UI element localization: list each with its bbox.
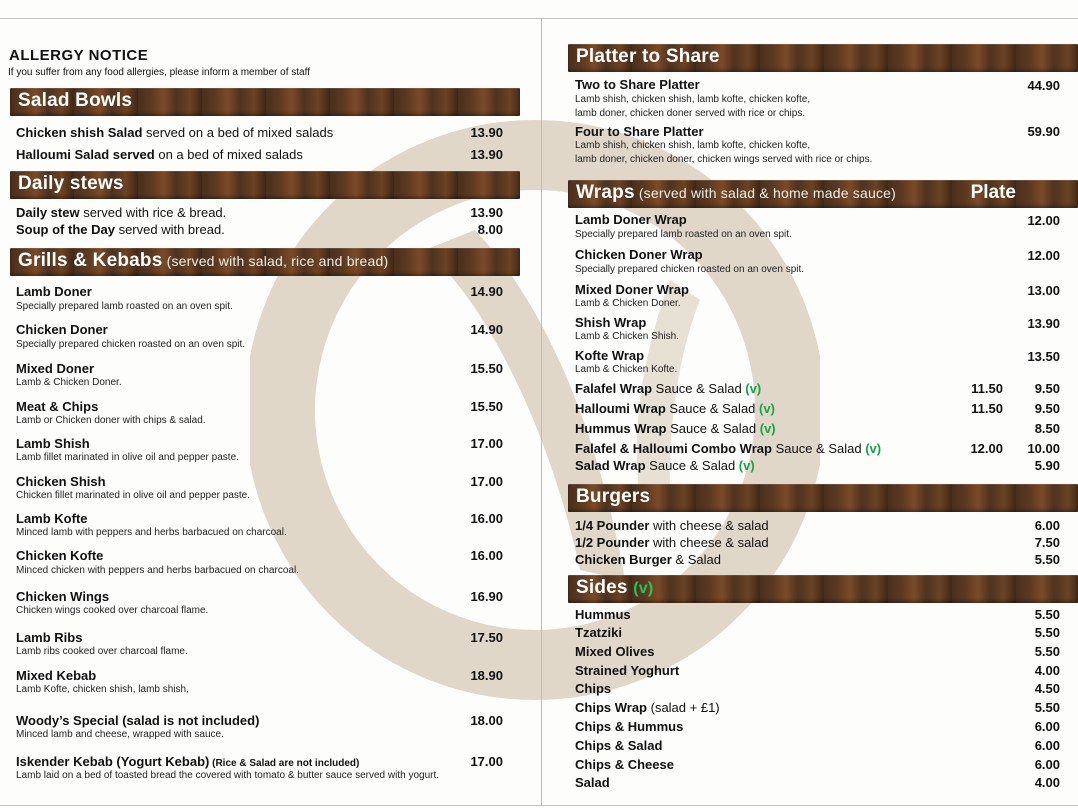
item-extra: & Salad bbox=[671, 552, 721, 567]
section-header-burgers bbox=[568, 484, 1078, 512]
item-desc: Lamb or Chicken doner with chips & salad. bbox=[16, 415, 206, 426]
section-header-platter bbox=[568, 44, 1078, 72]
menu-item bbox=[575, 381, 761, 396]
section-title: Burgers bbox=[576, 486, 651, 507]
item-price: 5.50 bbox=[1034, 700, 1060, 715]
section-header-daily-stews bbox=[10, 171, 520, 199]
item-price: 5.50 bbox=[1034, 625, 1060, 640]
item-price: 16.00 bbox=[470, 548, 503, 563]
item-extra: (salad + £1) bbox=[647, 700, 720, 715]
item-desc: Specially prepared chicken roasted on an oven spit. bbox=[575, 264, 805, 275]
item-name: Kofte Wrap bbox=[575, 348, 645, 363]
menu-item bbox=[575, 401, 775, 416]
item-name: 1/2 Pounder bbox=[575, 535, 650, 550]
item-name: Hummus bbox=[575, 607, 631, 622]
allergy-notice-title: ALLERGY NOTICE bbox=[9, 47, 149, 64]
item-price: 9.50 bbox=[1034, 401, 1060, 416]
item-name: Strained Yoghurt bbox=[575, 663, 680, 678]
item-name: Chicken Wings bbox=[16, 589, 110, 604]
item-name: Shish Wrap bbox=[575, 315, 647, 330]
item-name: Chicken Burger bbox=[575, 552, 672, 567]
item-desc: Lamb & Chicken Doner. bbox=[575, 298, 681, 309]
item-desc: Lamb shish, chicken shish, lamb kofte, chicken kofte, bbox=[575, 94, 811, 105]
item-name: Chips & Hummus bbox=[575, 719, 684, 734]
menu-item bbox=[16, 125, 333, 140]
vegetarian-badge: (v) bbox=[745, 381, 762, 396]
item-price: 14.90 bbox=[470, 322, 503, 337]
item-desc: Specially prepared lamb roasted on an oven spit. bbox=[16, 301, 233, 312]
item-desc: Lamb & Chicken Doner. bbox=[16, 377, 122, 388]
menu-item bbox=[575, 348, 644, 363]
item-desc: Specially prepared lamb roasted on an oven spit. bbox=[575, 229, 792, 240]
menu-item bbox=[575, 458, 755, 473]
item-extra: Sauce & Salad bbox=[665, 401, 760, 416]
item-name: Chicken Doner Wrap bbox=[575, 247, 703, 262]
menu-item bbox=[16, 589, 109, 604]
vegetarian-badge: (v) bbox=[865, 441, 882, 456]
item-name: Mixed Doner Wrap bbox=[575, 282, 689, 297]
item-desc: Chicken fillet marinated in olive oil and pepper paste. bbox=[16, 490, 251, 501]
item-desc: Lamb shish, chicken shish, lamb kofte, chicken kofte, bbox=[575, 140, 811, 151]
menu-item bbox=[16, 399, 98, 414]
menu-item bbox=[575, 124, 704, 139]
item-name: Iskender Kebab (Yogurt Kebab) bbox=[16, 754, 210, 769]
item-desc: Specially prepared chicken roasted on an oven spit. bbox=[16, 339, 246, 350]
item-price: 9.50 bbox=[1034, 381, 1060, 396]
item-desc: lamb doner, chicken doner, chicken wings served with rice or chips. bbox=[575, 154, 873, 165]
menu-item bbox=[575, 518, 769, 533]
item-name: Soup of the Day bbox=[16, 222, 115, 237]
item-name: Chicken shish Salad bbox=[16, 125, 143, 140]
menu-item bbox=[16, 713, 259, 728]
item-name: Lamb Shish bbox=[16, 436, 90, 451]
item-desc: Minced lamb and cheese, wrapped with sauce. bbox=[16, 729, 224, 740]
item-price: 4.00 bbox=[1034, 775, 1060, 790]
item-desc: Lamb laid on a bed of toasted bread the covered with tomato & butter sauce served with yogurt. bbox=[16, 770, 440, 781]
item-desc: Minced chicken with peppers and herbs barbacued on charcoal. bbox=[16, 565, 299, 576]
menu-item bbox=[575, 212, 687, 227]
item-price: 8.00 bbox=[477, 222, 503, 237]
item-desc: served with bread. bbox=[114, 222, 225, 237]
item-name: Two to Share Platter bbox=[575, 77, 700, 92]
item-price: 6.00 bbox=[1034, 738, 1060, 753]
side-item bbox=[575, 644, 654, 659]
side-item bbox=[575, 681, 611, 696]
vegetarian-badge: (v) bbox=[759, 401, 775, 416]
item-price: 13.00 bbox=[1027, 283, 1060, 298]
item-name: Chips & Salad bbox=[575, 738, 663, 753]
item-price: 5.50 bbox=[1034, 644, 1060, 659]
item-desc: Lamb ribs cooked over charcoal flame. bbox=[16, 646, 188, 657]
menu-item bbox=[16, 436, 90, 451]
menu-item bbox=[575, 315, 646, 330]
item-name: Woody’s Special (salad is not included) bbox=[16, 713, 260, 728]
item-price: 12.00 bbox=[1027, 248, 1060, 263]
item-name: Mixed Olives bbox=[575, 644, 655, 659]
menu-item bbox=[16, 511, 88, 526]
item-price: 59.90 bbox=[1027, 124, 1060, 139]
item-note: (Rice & Salad are not included) bbox=[209, 758, 360, 769]
menu-item bbox=[16, 630, 82, 645]
item-price: 5.50 bbox=[1034, 552, 1060, 567]
item-name: Chicken Shish bbox=[16, 474, 106, 489]
menu-item bbox=[16, 322, 108, 337]
bottom-border bbox=[0, 805, 1078, 806]
section-title: Daily stews bbox=[18, 173, 124, 194]
menu-item bbox=[575, 552, 721, 567]
item-desc: served on a bed of mixed salads bbox=[142, 125, 334, 140]
item-name: Mixed Doner bbox=[16, 361, 95, 376]
item-price: 13.90 bbox=[470, 125, 503, 140]
section-title: Wraps bbox=[576, 182, 635, 203]
item-price: 18.00 bbox=[470, 713, 503, 728]
plate-price: 11.50 bbox=[971, 381, 1003, 396]
item-extra: Sauce & Salad bbox=[666, 421, 760, 436]
item-name: Falafel & Halloumi Combo Wrap bbox=[575, 441, 772, 456]
vegetarian-badge: (v) bbox=[738, 458, 755, 473]
menu-item bbox=[16, 147, 303, 162]
menu-item bbox=[575, 77, 700, 92]
menu-item bbox=[16, 474, 106, 489]
item-name: Meat & Chips bbox=[16, 399, 99, 414]
plate-price: 12.00 bbox=[970, 441, 1003, 456]
item-extra: with cheese & salad bbox=[649, 535, 769, 550]
item-price: 12.00 bbox=[1027, 213, 1060, 228]
vegetarian-badge: (v) bbox=[759, 421, 776, 436]
allergy-notice-text: If you suffer from any food allergies, please inform a member of staff bbox=[8, 67, 310, 78]
item-price: 15.50 bbox=[470, 399, 503, 414]
item-name: Salad bbox=[575, 775, 610, 790]
item-price: 17.00 bbox=[470, 436, 503, 451]
item-name: Chips bbox=[575, 681, 612, 696]
item-price: 7.50 bbox=[1034, 535, 1060, 550]
item-price: 17.00 bbox=[470, 754, 503, 769]
section-title: Salad Bowls bbox=[18, 90, 133, 111]
plate-price: 11.50 bbox=[971, 401, 1003, 416]
side-item bbox=[575, 607, 631, 622]
item-name: Chicken Kofte bbox=[16, 548, 104, 563]
item-price: 6.00 bbox=[1034, 757, 1060, 772]
item-name: Four to Share Platter bbox=[575, 124, 704, 139]
item-price: 13.90 bbox=[470, 147, 503, 162]
section-title: Sides bbox=[576, 577, 628, 598]
item-desc: Minced lamb with peppers and herbs barbacued on charcoal. bbox=[16, 527, 287, 538]
vegetarian-badge: (v) bbox=[633, 580, 654, 597]
menu-item bbox=[575, 421, 776, 436]
section-header-grills-kebabs bbox=[10, 248, 520, 276]
menu-item bbox=[575, 282, 689, 297]
item-extra: Sauce & Salad bbox=[771, 441, 866, 456]
item-price: 4.50 bbox=[1034, 681, 1060, 696]
menu-item bbox=[16, 361, 94, 376]
section-subtitle: (served with salad & home made sauce) bbox=[634, 185, 897, 201]
item-price: 6.00 bbox=[1034, 518, 1060, 533]
item-price: 15.50 bbox=[470, 361, 503, 376]
item-price: 16.00 bbox=[470, 511, 503, 526]
item-price: 44.90 bbox=[1027, 78, 1060, 93]
item-name: Tzatziki bbox=[575, 625, 622, 640]
item-name: Lamb Doner bbox=[16, 284, 92, 299]
plate-column-label: Plate bbox=[970, 182, 1016, 203]
section-title: Grills & Kebabs bbox=[18, 250, 163, 271]
item-desc: Lamb fillet marinated in olive oil and pepper paste. bbox=[16, 452, 239, 463]
section-subtitle: (served with salad, rice and bread) bbox=[162, 253, 389, 269]
side-item bbox=[575, 625, 622, 640]
section-header-salad-bowls bbox=[10, 88, 520, 116]
item-name: Daily stew bbox=[16, 205, 80, 220]
menu-item bbox=[16, 284, 92, 299]
item-name: 1/4 Pounder bbox=[575, 518, 650, 533]
item-price: 5.90 bbox=[1034, 458, 1060, 473]
item-desc: lamb doner, chicken doner served with rice or chips. bbox=[575, 108, 806, 119]
item-extra: with cheese & salad bbox=[649, 518, 769, 533]
item-price: 5.50 bbox=[1034, 607, 1060, 622]
item-name: Hummus Wrap bbox=[575, 421, 667, 436]
side-item bbox=[575, 775, 610, 790]
item-price: 16.90 bbox=[470, 589, 503, 604]
menu-item bbox=[575, 247, 703, 262]
item-name: Salad Wrap bbox=[575, 458, 646, 473]
menu-item bbox=[16, 222, 225, 237]
item-name: Chips & Cheese bbox=[575, 757, 674, 772]
item-name: Halloumi Wrap bbox=[575, 401, 666, 416]
menu-item bbox=[16, 668, 96, 683]
item-price: 13.50 bbox=[1027, 349, 1060, 364]
item-extra: Sauce & Salad bbox=[645, 458, 739, 473]
item-name: Halloumi Salad served bbox=[16, 147, 155, 162]
side-item bbox=[575, 757, 674, 772]
item-name: Mixed Kebab bbox=[16, 668, 97, 683]
item-price: 8.50 bbox=[1034, 421, 1060, 436]
item-price: 18.90 bbox=[470, 668, 503, 683]
item-price: 17.50 bbox=[470, 630, 503, 645]
item-name: Lamb Kofte bbox=[16, 511, 88, 526]
item-name: Chicken Doner bbox=[16, 322, 108, 337]
menu-item bbox=[575, 535, 769, 550]
side-item bbox=[575, 663, 679, 678]
menu-item bbox=[16, 548, 103, 563]
item-name: Chips Wrap bbox=[575, 700, 647, 715]
item-desc: Lamb & Chicken Kofte. bbox=[575, 364, 678, 375]
item-extra: Sauce & Salad bbox=[652, 381, 746, 396]
item-desc: Chicken wings cooked over charcoal flame. bbox=[16, 605, 209, 616]
item-price: 4.00 bbox=[1034, 663, 1060, 678]
item-price: 17.00 bbox=[470, 474, 503, 489]
side-item bbox=[575, 719, 683, 734]
item-desc: served with rice & bread. bbox=[79, 205, 227, 220]
item-desc: Lamb Kofte, chicken shish, lamb shish, bbox=[16, 684, 189, 695]
item-desc: Lamb & Chicken Shish. bbox=[575, 331, 679, 342]
item-name: Falafel Wrap bbox=[575, 381, 653, 396]
item-name: Lamb Ribs bbox=[16, 630, 83, 645]
section-title: Platter to Share bbox=[576, 46, 720, 67]
item-price: 6.00 bbox=[1034, 719, 1060, 734]
item-price: 13.90 bbox=[470, 205, 503, 220]
item-name: Lamb Doner Wrap bbox=[575, 212, 687, 227]
item-price: 14.90 bbox=[470, 284, 503, 299]
item-price: 10.00 bbox=[1027, 441, 1060, 456]
menu-item bbox=[16, 754, 359, 769]
menu-item bbox=[16, 205, 226, 220]
section-header-sides bbox=[568, 575, 1078, 603]
side-item bbox=[575, 700, 720, 715]
side-item bbox=[575, 738, 662, 753]
item-desc: on a bed of mixed salads bbox=[154, 147, 303, 162]
item-price: 13.90 bbox=[1027, 316, 1060, 331]
section-header-wraps bbox=[568, 180, 1078, 208]
top-border bbox=[0, 18, 1078, 19]
menu-item bbox=[575, 441, 881, 456]
